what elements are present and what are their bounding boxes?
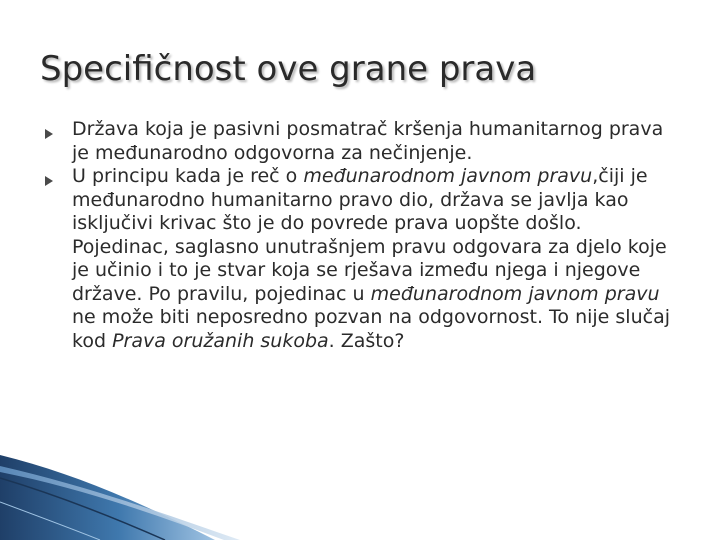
bullet-segment-italic: međunarodnom javnom pravu (370, 282, 660, 305)
bullet-segment: Država koja je pasivni posmatrač kršenja humanitarnog prava je međunarodno odgovorna za nečinjenje. (72, 118, 664, 164)
bullet-segment-italic: međunarodnom javnom pravu (303, 165, 593, 187)
decorative-wave (0, 440, 720, 540)
bullet-segment-italic: Prava oružanih sukoba (112, 329, 329, 352)
triangle-bullet-icon (44, 123, 54, 135)
triangle-bullet-shape (45, 129, 53, 139)
triangle-bullet-shape (45, 176, 53, 186)
bullet-segment: U principu kada je reč o (72, 165, 304, 187)
bullet-text (72, 118, 663, 164)
bullet-segment: ne može biti neposredno pozvan na odgovornost. To nije slučaj kod (72, 306, 670, 352)
wave-line (0, 502, 100, 540)
wave-band-dark (0, 455, 215, 540)
bullet-list (44, 118, 684, 353)
bullet-text (72, 165, 670, 352)
bullet-item (44, 165, 684, 353)
slide-title: Specifičnost ove grane prava (40, 49, 537, 89)
bullet-segment: . Zašto? (328, 329, 405, 352)
triangle-bullet-icon (44, 170, 54, 182)
wave-band-light (0, 466, 240, 540)
bullet-item (44, 118, 684, 165)
wave-line (0, 478, 165, 540)
bullet-segment: ,čiji je međunarodno humanitarno pravo dio, država se javlja kao isključivi krivac što je do povrede prava uopšte došlo. Pojedinac, saglasno unutrašnjem pravu odgovara za djelo koje je učinio i to je stvar koja se rješava između njega i njegove države. Po pravilu, pojedinac u (72, 165, 667, 305)
